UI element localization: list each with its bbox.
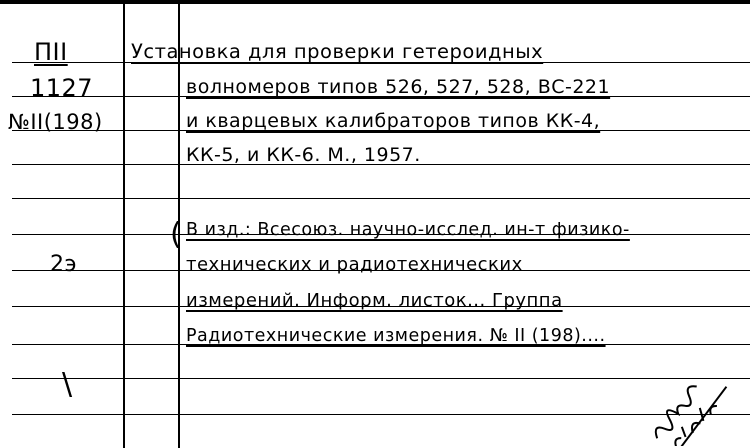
title-line-4: КК-5, и КК-6. М., 1957. [186, 144, 421, 166]
count-mark: 2э [50, 252, 78, 277]
signature-stamp [630, 356, 750, 446]
margin-line-left [123, 4, 125, 448]
issue-ref: №II(198) [8, 110, 103, 134]
call-number-2: 1127 [30, 74, 94, 102]
source-line-3: измерений. Информ. листок... Группа [186, 290, 563, 311]
tick-mark: \ [62, 367, 73, 402]
source-bracket: ( [170, 217, 183, 252]
call-number-1: ПII [34, 38, 68, 66]
title-line-2: волномеров типов 526, 527, 528, ВС-221 [186, 76, 611, 98]
title-line-3: и кварцевых калибраторов типов КК-4, [186, 110, 601, 132]
source-line-2: технических и радиотехнических [186, 254, 523, 275]
source-line-4: Радиотехнические измерения. № II (198).... [186, 326, 606, 346]
source-line-1: В изд.: Всесоюз. научно-исслед. ин-т физико- [186, 220, 630, 240]
title-line-1: Установка для проверки гетероидных [131, 40, 544, 63]
